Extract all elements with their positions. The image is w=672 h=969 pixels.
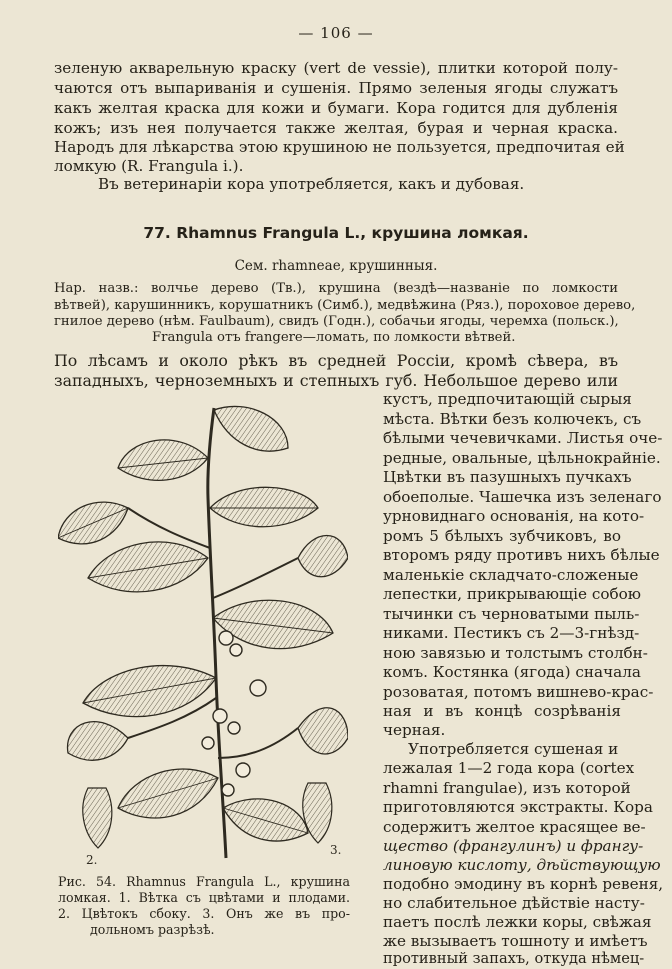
caption-line: Рис. 54. Rhamnus Frangula L., крушина [58,874,350,889]
text-line: паетъ послѣ лежки коры, свѣжая [383,913,652,931]
text-line: но слабительное дѣйствіе насту- [383,894,645,912]
botanical-illustration [58,398,348,868]
caption-line: дольномъ разрѣзѣ. [90,922,215,937]
text-line: Употребляется сушеная и [408,740,619,758]
folk-names-line: Frangula отъ frangere—ломать, по ломкости вѣтвей. [152,330,516,345]
text-line: ромъ 5 бѣлыхъ зубчиковъ, во [383,527,621,545]
text-line: лепестки, прикрывающіе собою [383,585,641,603]
text-line: кустъ, предпочитающій сырыя [383,390,632,408]
text-line: приготовляются экстракты. Кора [383,798,653,816]
text-line: розоватая, потомъ вишнево-крас- [383,683,654,701]
rhamnus-branch-drawing [58,398,348,868]
text-line: подобно эмодину въ корнѣ ревеня, [383,875,664,893]
section-heading: 77. Rhamnus Frangula L., крушина ломкая. [143,224,529,242]
folk-names-line: вѣтвей), карушинникъ, корушатникъ (Симб.), медвѣжина (Ряз.), пороховое дерево, [54,298,636,313]
text-line: содержитъ желтое красящее ве- [383,818,646,836]
text-line: ною завязью и толстымъ столбн- [383,644,648,662]
text-line: зеленую акварельную краску (vert de vessie), плитки которой полу- [54,59,618,77]
text-line: ная и въ концѣ созрѣванія [383,702,621,720]
text-line: мѣста. Вѣтки безъ колючекъ, съ [383,410,642,428]
text-line: ломкую (R. Frangula i.). [54,157,244,175]
caption-line: 2. Цвѣтокъ сбоку. 3. Онъ же въ про- [58,906,350,921]
text-line: какъ желтая краска для кожи и бумаги. Кора годится для дубленія [54,99,618,117]
text-line: урновиднаго основанія, на кото- [383,507,645,525]
text-line: комъ. Костянка (ягода) сначала [383,663,641,681]
veterinary-line: Въ ветеринаріи кора употребляется, какъ и дубовая. [98,175,525,193]
text-line: лежалая 1—2 года кора (cortex [383,759,635,777]
page-number: — 106 — [298,24,374,42]
text-line: редные, овальные, цѣльнокрайніе. [383,449,661,467]
folk-names-line: гнилое дерево (нѣм. Faulbaum), свидъ (Годн.), собачьи ягоды, черемха (польск.), [54,314,619,329]
figure-label-2: 2. [86,853,98,867]
text-line: тычинки съ черноватыми пыль- [383,605,640,623]
text-line: Цвѣтки въ пазушныхъ пучкахъ [383,468,632,486]
folk-names-line: Нар. назв.: волчье дерево (Тв.), крушина (вездѣ—названіе по ломкости [54,281,618,296]
figure-label-3: 3. [330,843,342,857]
text-line: линовую кислоту, дѣйствующую [383,856,661,874]
text-line: западныхъ, черноземныхъ и степныхъ губ. Небольшое дерево или [54,371,618,390]
text-line: Народъ для лѣкарства этою крушиною не пользуется, предпочитая ей [54,138,625,156]
text-line: же вызываетъ тошноту и имѣетъ [383,932,648,950]
text-line: бѣлыми чечевичками. Листья оче- [383,429,663,447]
text-line: второмъ ряду противъ нихъ бѣлые [383,546,660,564]
text-line: чаются отъ выпариванія и сушенія. Прямо зеленыя ягоды служатъ [54,79,618,97]
text-line: кожъ; изъ нея получается также желтая, бурая и черная краска. [54,119,618,137]
text-line: никами. Пестикъ съ 2—3-гнѣзд- [383,624,640,642]
text-line: rhamni frangulae), изъ которой [383,779,631,797]
family-line: Сем. rhamneae, крушинныя. [234,258,438,274]
text-line: противный запахъ, откуда нѣмец- [383,950,645,967]
text-line: щество (франгулинъ) и франгу- [383,837,644,855]
text-line: маленькіе складчато-сложеные [383,566,639,584]
text-line: По лѣсамъ и около рѣкъ въ средней Россіи, кромѣ сѣвера, въ [54,351,618,370]
text-line: обоеполые. Чашечка изъ зеленаго [383,488,662,506]
caption-line: ломкая. 1. Вѣтка съ цвѣтами и плодами. [58,890,350,905]
text-line: черная. [383,721,446,739]
